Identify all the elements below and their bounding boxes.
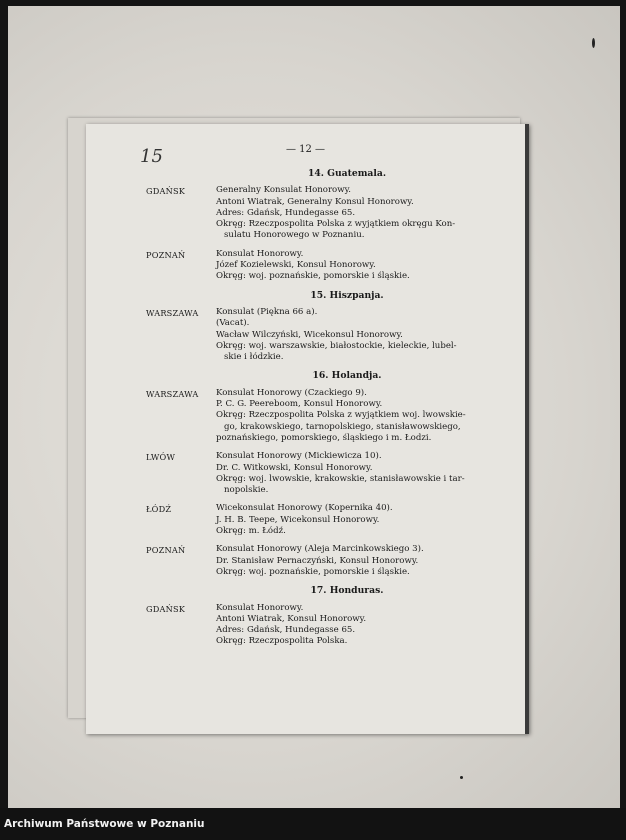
entry-line: Konsulat (Piękna 66 a). [216,306,318,317]
city-name: WARSZAWA [146,307,199,318]
entry-line: Okręg: woj. poznańskie, pomorskie i śląskie. [216,271,410,282]
entry-line: Konsulat Honorowy (Aleja Marcinkowskiego 3). [216,544,424,555]
entry-line: Okręg: Rzeczpospolita Polska z wyjątkiem okręgu Kon- [216,219,456,230]
entry-line: Dr. Stanisław Pernaczyński, Konsul Honorowy. [216,555,419,566]
consulate-entry [146,544,526,578]
entry-line: Adres: Gdańsk, Hundegasse 65. [216,625,356,636]
page-number: — 12 — [285,144,326,155]
entry-line: go, krakowskiego, tarnopolskiego, stanisławowskiego, [224,421,461,432]
entry-line: Okręg: Rzeczpospolita Polska. [216,636,348,647]
consulate-entry [146,451,526,496]
entry-line: Okręg: woj. warszawskie, białostockie, kieleckie, lubel- [216,340,457,351]
footer-bar [0,808,626,840]
city-name: POZNAŃ [146,249,186,260]
entry-line: Okręg: woj. lwowskie, krakowskie, stanisławowskie i tar- [216,473,465,484]
entry-line: skie i łódzkie. [224,352,284,363]
entry-line: Konsulat Honorowy (Czackiego 9). [216,387,367,398]
consulate-entry [146,307,526,363]
section-title: 14. Guatemala. [307,168,387,179]
page-content [146,164,526,655]
entry-line: Konsulat Honorowy. [216,602,304,613]
entry-lines [216,249,526,283]
consulate-entry [146,503,526,537]
handwritten-margin-note: 15 [140,146,163,167]
entry-line: Okręg: Rzeczpospolita Polska z wyjątkiem woj. lwowskie- [216,410,466,421]
dust-speck [592,38,595,48]
entry-line: Wacław Wilczyński, Wicekonsul Honorowy. [216,329,403,340]
entry-line: Józef Kozielewski, Konsul Honorowy. [216,260,376,271]
city-name: GDAŃSK [146,186,186,197]
consulate-entry [146,388,526,444]
city-name: GDAŃSK [146,603,186,614]
section-title: 15. Hiszpanja. [310,289,384,301]
entry-line: Konsulat Honorowy (Mickiewicza 10). [216,451,382,462]
entry-line: sulatu Honorowego w Poznaniu. [224,230,365,241]
entry-line: (Vacat). [216,318,250,329]
entry-line: Antoni Wiatrak, Konsul Honorowy. [216,613,367,624]
city-name: LWÓW [146,452,176,463]
entry-lines [216,544,526,578]
entry-line: poznańskiego, pomorskiego, śląskiego i m. Łodzi. [216,432,432,443]
entry-line: Generalny Konsulat Honorowy. [216,185,352,196]
city-name: POZNAŃ [146,545,186,556]
consulate-entry [146,603,526,648]
entry-line: Wicekonsulat Honorowy (Kopernika 40). [216,503,393,514]
entry-lines [216,603,526,648]
entry-line: Antoni Wiatrak, Generalny Konsul Honorowy. [216,196,414,207]
entry-lines [216,388,526,444]
entry-line: J. H. B. Teepe, Wicekonsul Honorowy. [216,514,380,525]
section-title: 17. Honduras. [310,585,384,597]
entry-line: Okręg: m. Łódź. [216,526,286,537]
entry-lines [216,185,526,241]
dust-speck [460,776,463,779]
entry-lines [216,451,526,496]
consulate-entry [146,185,526,241]
entry-line: Dr. C. Witkowski, Konsul Honorowy. [216,462,373,473]
section-title: 16. Holandja. [312,370,382,382]
entry-line: P. C. G. Peereboom, Konsul Honorowy. [216,399,383,410]
document-page [86,124,529,734]
city-name: ŁÓDŹ [146,504,172,515]
consulate-entry [146,249,526,283]
entry-line: Okręg: woj. poznańskie, pomorskie i śląskie. [216,566,410,577]
entry-lines [216,503,526,537]
archive-name: Archiwum Państwowe w Poznaniu [4,818,205,830]
entry-lines [216,307,526,363]
entry-line: nopolskie. [224,485,269,496]
city-name: WARSZAWA [146,388,199,399]
entry-line: Adres: Gdańsk, Hundegasse 65. [216,207,356,218]
entry-line: Konsulat Honorowy. [216,248,304,259]
